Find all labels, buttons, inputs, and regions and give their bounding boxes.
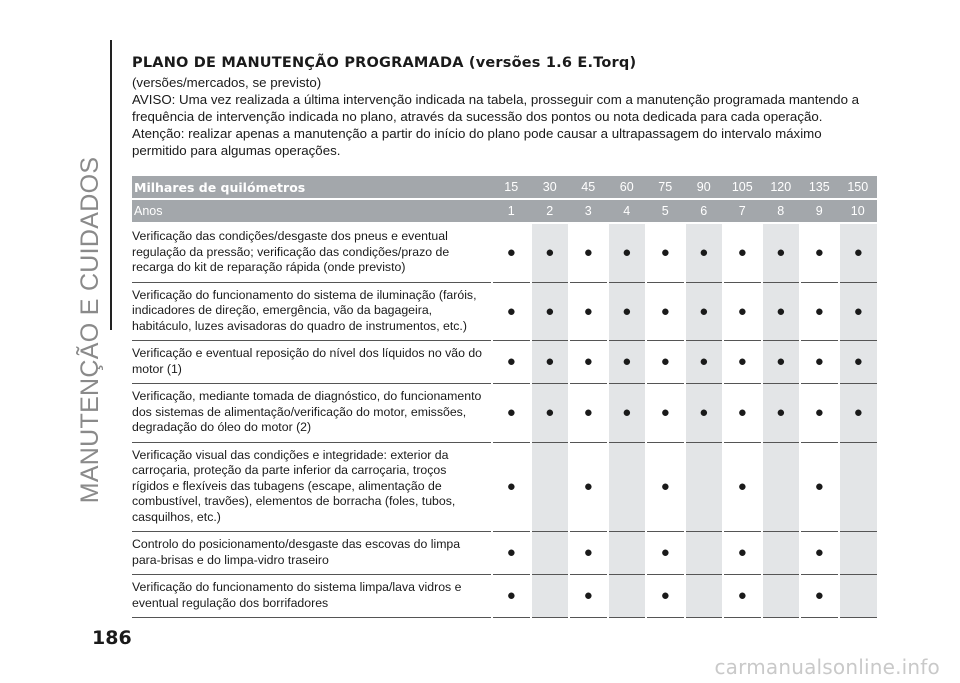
scheduled-dot: ● — [723, 282, 762, 341]
scheduled-dot: ● — [569, 384, 608, 443]
years-label: Anos — [132, 199, 492, 223]
scheduled-dot: ● — [646, 532, 685, 575]
km-header-cell: 150 — [839, 176, 878, 199]
km-header-cell: 60 — [608, 176, 647, 199]
km-header-cell: 120 — [762, 176, 801, 199]
scheduled-dot: ● — [800, 384, 839, 443]
scheduled-dot: ● — [800, 442, 839, 532]
scheduled-dot: ● — [839, 384, 878, 443]
km-header-cell: 45 — [569, 176, 608, 199]
operation-description: Verificação visual das condições e integridade: exterior da carroçaria, proteção da parte inferior da carroçaria, troços rígidos e flexíveis das tubagens (escape, alimentação de combustível, travões), elementos de borracha (foles, tubos, casquilhos, etc.) — [132, 442, 492, 532]
scheduled-dot: ● — [569, 223, 608, 282]
empty-cell — [762, 442, 801, 532]
table-row — [132, 384, 877, 443]
km-header-cell: 135 — [800, 176, 839, 199]
scheduled-dot: ● — [531, 384, 570, 443]
header-row-km — [132, 176, 877, 199]
scheduled-dot: ● — [800, 223, 839, 282]
scheduled-dot: ● — [646, 282, 685, 341]
scheduled-dot: ● — [723, 341, 762, 384]
scheduled-dot: ● — [800, 341, 839, 384]
year-header-cell: 7 — [723, 199, 762, 223]
scheduled-dot: ● — [531, 223, 570, 282]
table-row — [132, 575, 877, 618]
operation-description: Verificação do funcionamento do sistema limpa/lava vidros e eventual regulação dos borrifadores — [132, 575, 492, 618]
page-title: PLANO DE MANUTENÇÃO PROGRAMADA (versões 1.6 E.Torq) — [132, 55, 637, 71]
year-header-cell: 8 — [762, 199, 801, 223]
scheduled-dot: ● — [569, 282, 608, 341]
scheduled-dot: ● — [839, 223, 878, 282]
scheduled-dot: ● — [723, 532, 762, 575]
km-header-cell: 75 — [646, 176, 685, 199]
year-header-cell: 2 — [531, 199, 570, 223]
km-label: Milhares de quilómetros — [132, 176, 492, 199]
empty-cell — [685, 575, 724, 618]
scheduled-dot: ● — [492, 442, 531, 532]
operation-description: Controlo do posicionamento/desgaste das escovas do limpa para-brisas e do limpa-vidro traseiro — [132, 532, 492, 575]
scheduled-dot: ● — [685, 341, 724, 384]
scheduled-dot: ● — [685, 282, 724, 341]
page-header — [132, 55, 877, 159]
empty-cell — [531, 575, 570, 618]
operation-description: Verificação das condições/desgaste dos pneus e eventual regulação da pressão; verificação das condições/prazo de recarga do kit de reparação rápida (onde previsto) — [132, 223, 492, 282]
table-row — [132, 282, 877, 341]
operation-description: Verificação e eventual reposição do nível dos líquidos no vão do motor (1) — [132, 341, 492, 384]
year-header-cell: 5 — [646, 199, 685, 223]
maintenance-schedule-table — [132, 176, 877, 618]
scheduled-dot: ● — [646, 341, 685, 384]
side-divider — [110, 40, 112, 330]
km-header-cell: 15 — [492, 176, 531, 199]
scheduled-dot: ● — [839, 282, 878, 341]
scheduled-dot: ● — [762, 282, 801, 341]
year-header-cell: 3 — [569, 199, 608, 223]
scheduled-dot: ● — [723, 442, 762, 532]
scheduled-dot: ● — [800, 532, 839, 575]
empty-cell — [839, 575, 878, 618]
scheduled-dot: ● — [762, 223, 801, 282]
year-header-cell: 10 — [839, 199, 878, 223]
empty-cell — [608, 442, 647, 532]
scheduled-dot: ● — [723, 575, 762, 618]
scheduled-dot: ● — [685, 384, 724, 443]
year-header-cell: 4 — [608, 199, 647, 223]
scheduled-dot: ● — [492, 341, 531, 384]
operation-description: Verificação, mediante tomada de diagnóstico, do funcionamento dos sistemas de alimentação/verificação do motor, emissões, degradação do óleo do motor (2) — [132, 384, 492, 443]
scheduled-dot: ● — [800, 282, 839, 341]
scheduled-dot: ● — [646, 223, 685, 282]
scheduled-dot: ● — [531, 282, 570, 341]
notice-paragraph: AVISO: Uma vez realizada a última intervenção indicada na tabela, prosseguir com a manutenção programada mantendo a frequência de intervenção indicada no plano, através da sucessão dos pontos ou nota dedicada para cada operação. — [132, 92, 860, 124]
warning-paragraph: Atenção: realizar apenas a manutenção a partir do início do plano pode causar a ultrapassagem do intervalo máximo permitido para algumas operações. — [132, 126, 822, 158]
scheduled-dot: ● — [608, 223, 647, 282]
empty-cell — [608, 575, 647, 618]
scheduled-dot: ● — [762, 384, 801, 443]
operation-description: Verificação do funcionamento do sistema de iluminação (faróis, indicadores de direção, emergência, vão da bagageira, habitáculo, luzes avisadoras do quadro de instrumentos, etc.) — [132, 282, 492, 341]
empty-cell — [839, 532, 878, 575]
table-row — [132, 532, 877, 575]
km-header-cell: 105 — [723, 176, 762, 199]
scheduled-dot: ● — [646, 442, 685, 532]
scheduled-dot: ● — [569, 341, 608, 384]
scheduled-dot: ● — [492, 532, 531, 575]
scheduled-dot: ● — [839, 341, 878, 384]
scheduled-dot: ● — [492, 384, 531, 443]
scheduled-dot: ● — [531, 341, 570, 384]
scheduled-dot: ● — [492, 282, 531, 341]
scheduled-dot: ● — [762, 341, 801, 384]
empty-cell — [531, 442, 570, 532]
scheduled-dot: ● — [608, 384, 647, 443]
empty-cell — [685, 442, 724, 532]
year-header-cell: 9 — [800, 199, 839, 223]
scheduled-dot: ● — [608, 282, 647, 341]
scheduled-dot: ● — [569, 442, 608, 532]
empty-cell — [685, 532, 724, 575]
scheduled-dot: ● — [723, 384, 762, 443]
page-number: 186 — [92, 627, 132, 649]
year-header-cell: 6 — [685, 199, 724, 223]
km-header-cell: 30 — [531, 176, 570, 199]
table-row — [132, 442, 877, 532]
page-subtitle: (versões/mercados, se previsto) — [132, 75, 322, 90]
scheduled-dot: ● — [608, 341, 647, 384]
table-row — [132, 223, 877, 282]
scheduled-dot: ● — [492, 575, 531, 618]
scheduled-dot: ● — [569, 575, 608, 618]
scheduled-dot: ● — [492, 223, 531, 282]
empty-cell — [762, 532, 801, 575]
watermark: carmanualsonline.info — [714, 655, 940, 679]
scheduled-dot: ● — [685, 223, 724, 282]
table-row — [132, 341, 877, 384]
scheduled-dot: ● — [800, 575, 839, 618]
scheduled-dot: ● — [723, 223, 762, 282]
empty-cell — [608, 532, 647, 575]
km-header-cell: 90 — [685, 176, 724, 199]
empty-cell — [839, 442, 878, 532]
scheduled-dot: ● — [646, 575, 685, 618]
header-row-years — [132, 199, 877, 223]
empty-cell — [531, 532, 570, 575]
year-header-cell: 1 — [492, 199, 531, 223]
scheduled-dot: ● — [569, 532, 608, 575]
section-title-text: MANUTENÇÃO E CUIDADOS — [76, 156, 104, 504]
empty-cell — [762, 575, 801, 618]
scheduled-dot: ● — [646, 384, 685, 443]
